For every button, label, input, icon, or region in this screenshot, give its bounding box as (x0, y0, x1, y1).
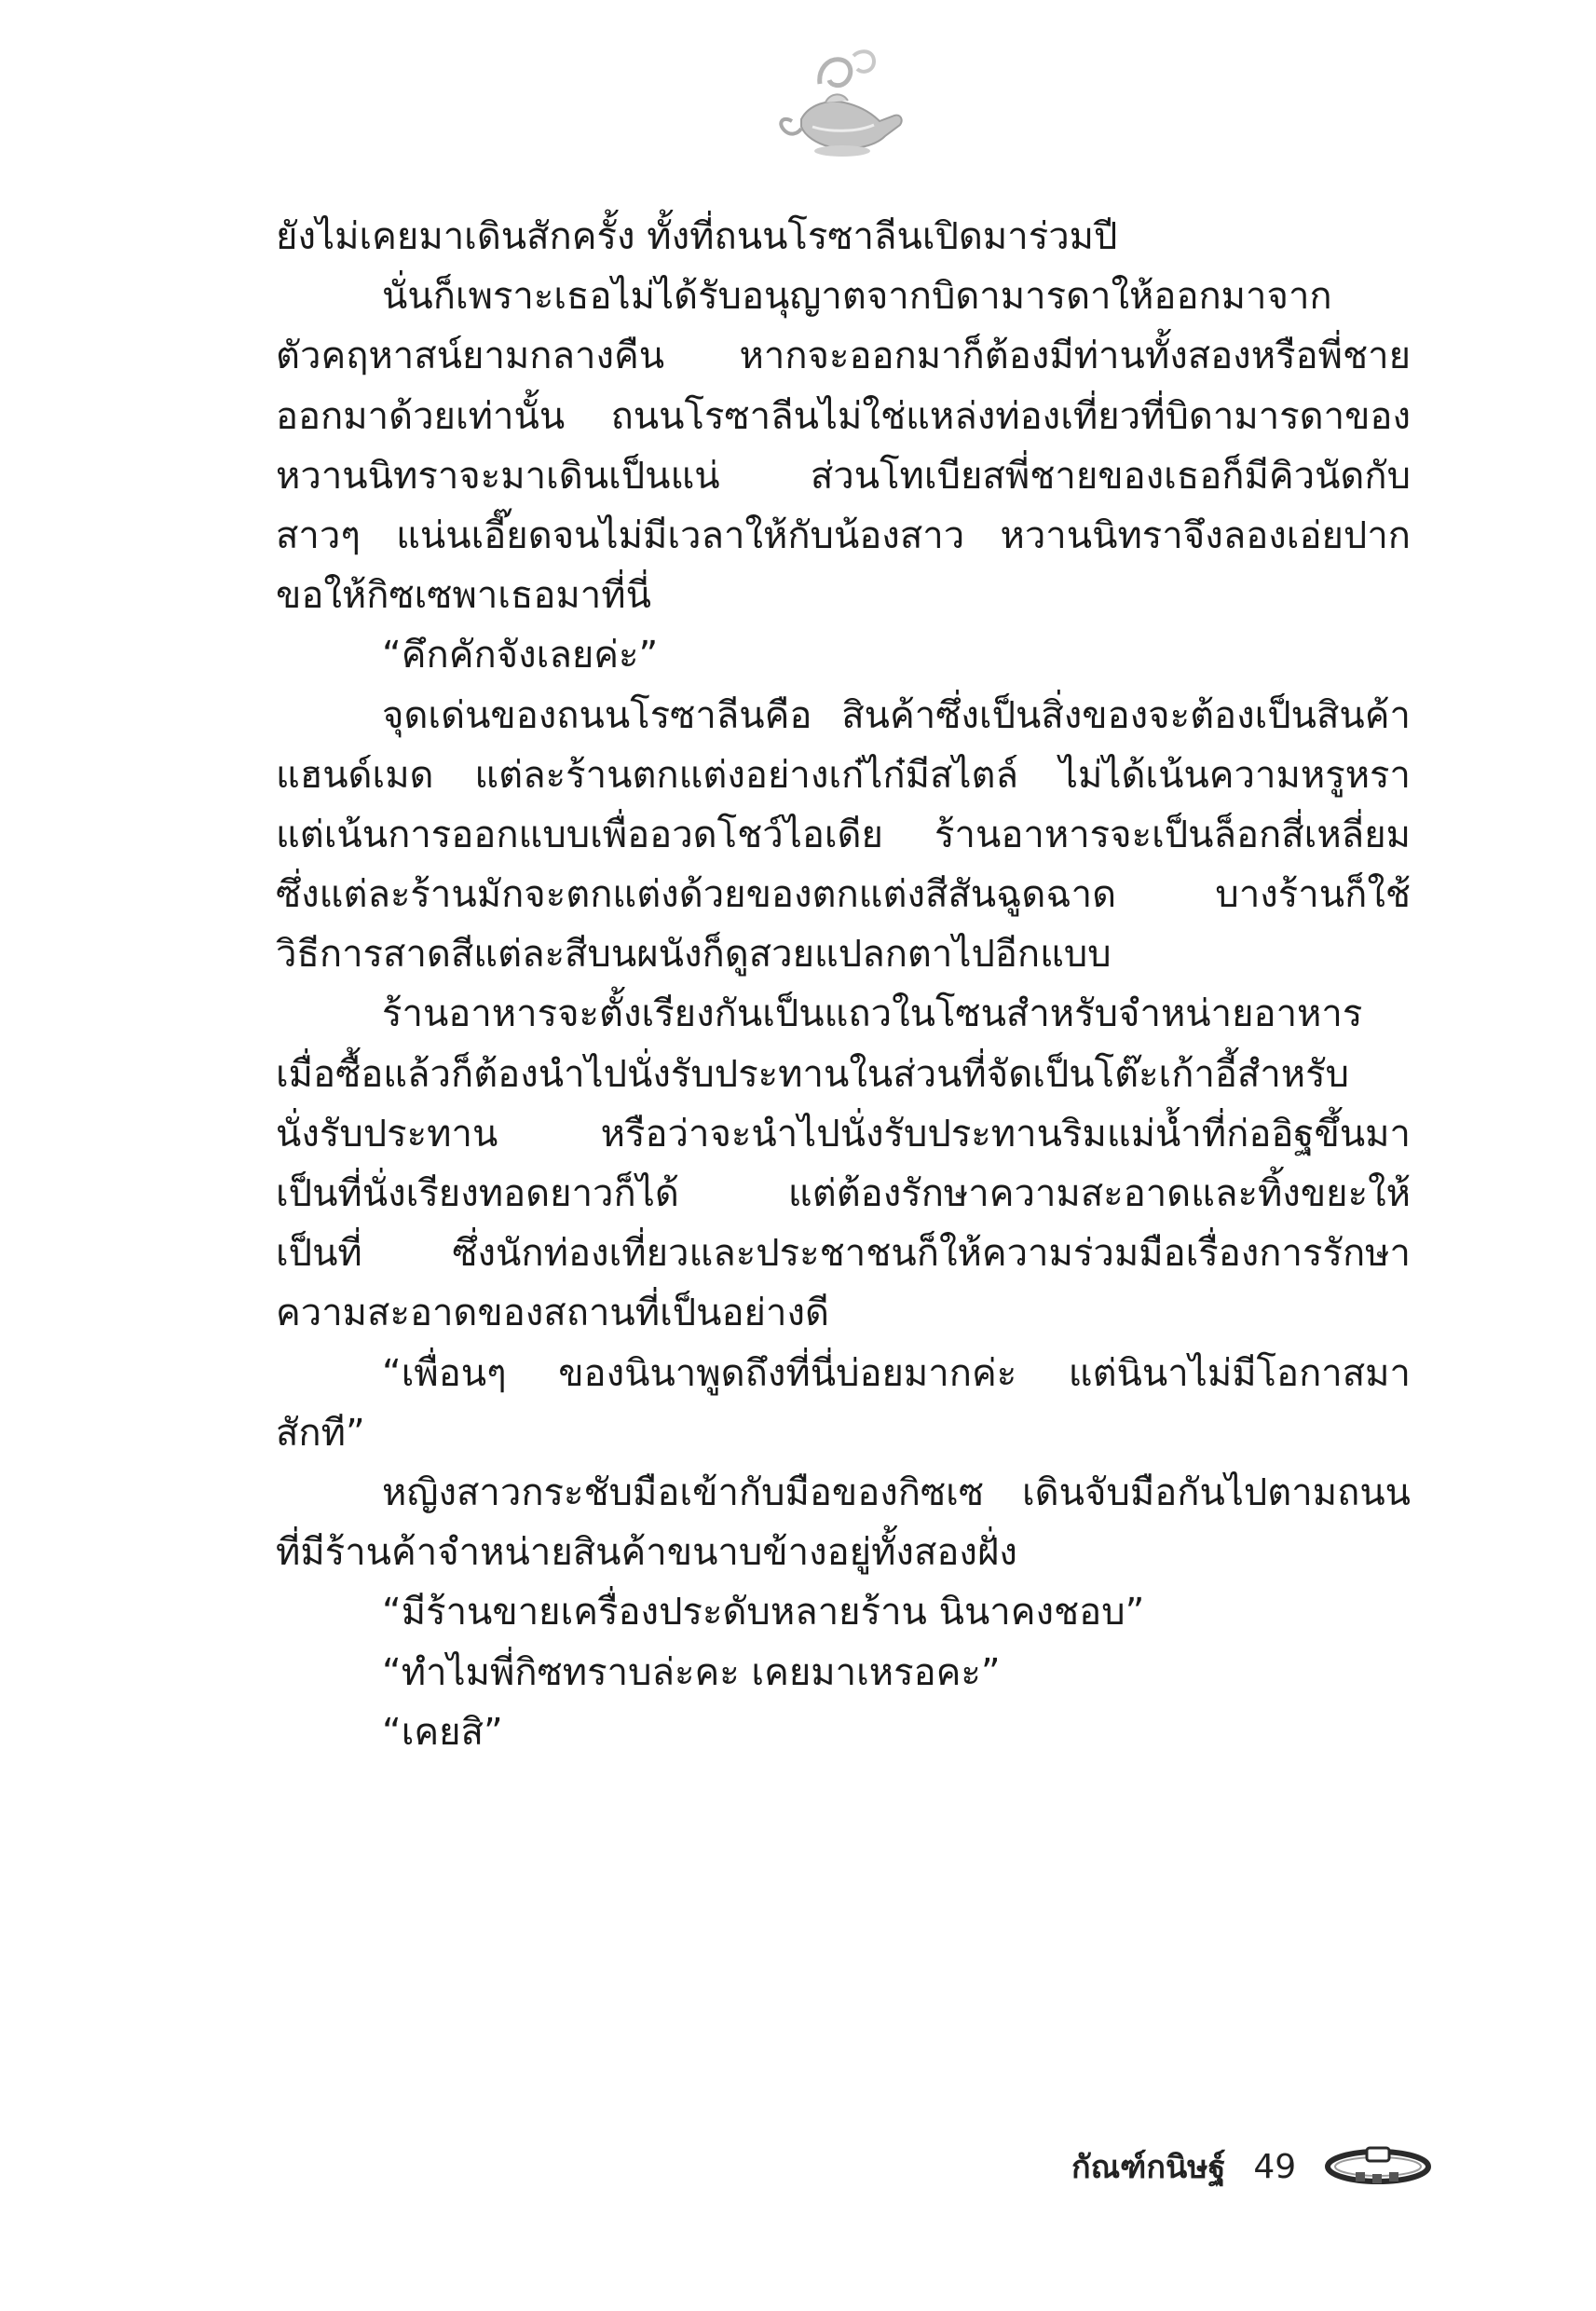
text-line: จุดเด่นของถนนโรซาลีนคือ สินค้าซึ่งเป็นสิ่งของจะต้องเป็นสินค้า (382, 693, 1411, 737)
text-line: ออกมาด้วยเท่านั้น ถนนโรซาลีนไม่ใช่แหล่งท่องเที่ยวที่บิดามารดาของ (276, 394, 1411, 438)
text-line: “มีร้านขายเครื่องประดับหลายร้าน นินาคงชอบ” (382, 1591, 1145, 1634)
text-line: ขอให้กิซเซพาเธอมาที่นี่ (276, 574, 651, 618)
genie-lamp-icon (764, 47, 913, 168)
text-line: วิธีการสาดสีแต่ละสีบนผนังก็ดูสวยแปลกตาไปอีกแบบ (276, 933, 1112, 977)
text-line: สักที” (276, 1411, 365, 1455)
text-line: นั่งรับประทาน หรือว่าจะนำไปนั่งรับประทานริมแม่น้ำที่ก่ออิฐขึ้นมา (276, 1112, 1411, 1156)
ring-icon (1322, 2144, 1434, 2189)
text-line: “เพื่อนๆ ของนินาพูดถึงที่นี่บ่อยมากค่ะ แต่นินาไม่มีโอกาสมา (382, 1351, 1411, 1395)
text-line: แต่เน้นการออกแบบเพื่ออวดโชว์ไอเดีย ร้านอาหารจะเป็นล็อกสี่เหลี่ยม (276, 813, 1411, 856)
text-line: “เคยสิ” (382, 1710, 503, 1754)
text-line: “คึกคักจังเลยค่ะ” (382, 634, 659, 677)
text-line: หวานนิทราจะมาเดินเป็นแน่ ส่วนโทเบียสพี่ชายของเธอก็มีคิวนัดกับ (276, 454, 1411, 498)
text-line: หญิงสาวกระชับมือเข้ากับมือของกิซเซ เดินจับมือกันไปตามถนน (382, 1470, 1411, 1514)
text-line: ความสะอาดของสถานที่เป็นอย่างดี (276, 1292, 829, 1335)
page-footer (1071, 2139, 1434, 2195)
text-line: ตัวคฤหาสน์ยามกลางคืน หากจะออกมาก็ต้องมีท่านทั้งสองหรือพี่ชาย (276, 335, 1411, 378)
text-line: แฮนด์เมด แต่ละร้านตกแต่งอย่างเก๋ไก๋มีสไตล์ ไม่ได้เน้นความหรูหรา (276, 753, 1411, 797)
text-line: ยังไม่เคยมาเดินสักครั้ง ทั้งที่ถนนโรซาลีนเปิดมาร่วมปี (276, 215, 1118, 258)
text-line: เป็นที่ ซึ่งนักท่องเที่ยวและประชาชนก็ให้ความร่วมมือเรื่องการรักษา (276, 1232, 1411, 1276)
text-line: เป็นที่นั่งเรียงทอดยาวก็ได้ แต่ต้องรักษาความสะอาดและทิ้งขยะให้ (276, 1172, 1411, 1215)
text-line: นั่นก็เพราะเธอไม่ได้รับอนุญาตจากบิดามารดาให้ออกมาจาก (382, 275, 1332, 319)
text-line: สาวๆ แน่นเอี๊ยดจนไม่มีเวลาให้กับน้องสาว หวานนิทราจึงลองเอ่ยปาก (276, 513, 1411, 557)
text-line: ร้านอาหารจะตั้งเรียงกันเป็นแถวในโซนสำหรับจำหน่ายอาหาร (382, 992, 1363, 1036)
text-line: “ทำไมพี่กิซทราบล่ะคะ เคยมาเหรอคะ” (382, 1650, 1001, 1694)
page-number: 49 (1253, 2147, 1297, 2186)
text-line: เมื่อซื้อแล้วก็ต้องนำไปนั่งรับประทานในส่วนที่จัดเป็นโต๊ะเก้าอี้สำหรับ (276, 1052, 1350, 1096)
text-line: ซึ่งแต่ละร้านมักจะตกแต่งด้วยของตกแต่งสีสันฉูดฉาด บางร้านก็ใช้ (276, 873, 1411, 917)
text-line: ที่มีร้านค้าจำหน่ายสินค้าขนาบข้างอยู่ทั้งสองฝั่ง (276, 1531, 1017, 1575)
body-text (276, 207, 1411, 1762)
book-title: กัณฑ์กนิษฐ์ (1071, 2149, 1226, 2186)
